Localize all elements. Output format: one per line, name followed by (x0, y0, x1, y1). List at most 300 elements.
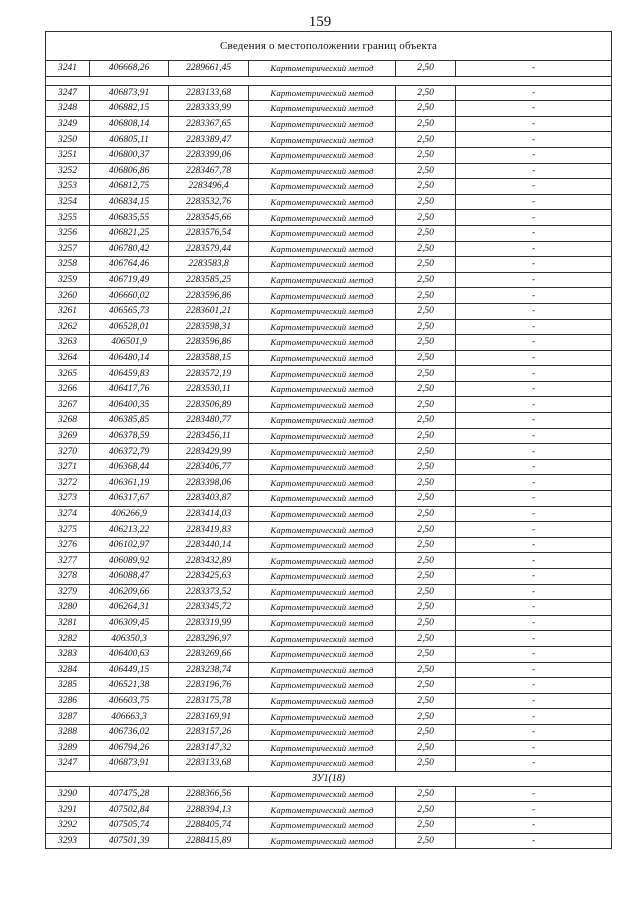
coord-y: 2283157,26 (169, 724, 249, 740)
description: - (456, 600, 612, 616)
coord-x: 406089,92 (90, 553, 169, 569)
coord-y: 2289661,45 (169, 61, 249, 77)
description: - (456, 319, 612, 335)
point-number: 3270 (46, 444, 90, 460)
method: Картометрический метод (249, 459, 396, 475)
coord-y: 2283196,76 (169, 678, 249, 694)
description: - (456, 459, 612, 475)
description: - (456, 163, 612, 179)
coord-y: 2283169,91 (169, 709, 249, 725)
method: Картометрический метод (249, 319, 396, 335)
precision: 2,50 (396, 101, 456, 117)
precision: 2,50 (396, 272, 456, 288)
method: Картометрический метод (249, 132, 396, 148)
description: - (456, 786, 612, 802)
precision: 2,50 (396, 444, 456, 460)
method: Картометрический метод (249, 350, 396, 366)
coord-y: 2283133,68 (169, 756, 249, 772)
coord-x: 406350,3 (90, 631, 169, 647)
description: - (456, 646, 612, 662)
coord-x: 406660,02 (90, 288, 169, 304)
method: Картометрический метод (249, 413, 396, 429)
coord-x: 406736,02 (90, 724, 169, 740)
table-row (46, 225, 612, 241)
point-number: 3289 (46, 740, 90, 756)
table-row (46, 506, 612, 522)
table-row (46, 147, 612, 163)
method: Картометрический метод (249, 553, 396, 569)
table-row (46, 522, 612, 538)
precision: 2,50 (396, 537, 456, 553)
method: Картометрический метод (249, 366, 396, 382)
description: - (456, 381, 612, 397)
precision: 2,50 (396, 506, 456, 522)
table-row (46, 724, 612, 740)
precision: 2,50 (396, 600, 456, 616)
method: Картометрический метод (249, 506, 396, 522)
precision: 2,50 (396, 288, 456, 304)
coord-x: 407502,84 (90, 802, 169, 818)
coord-x: 406521,38 (90, 678, 169, 694)
precision: 2,50 (396, 678, 456, 694)
table-row (46, 428, 612, 444)
precision: 2,50 (396, 584, 456, 600)
point-number: 3293 (46, 833, 90, 849)
table-row (46, 646, 612, 662)
method: Картометрический метод (249, 163, 396, 179)
method: Картометрический метод (249, 740, 396, 756)
coord-y: 2283406,77 (169, 459, 249, 475)
table-row (46, 241, 612, 257)
coord-x: 406213,22 (90, 522, 169, 538)
precision: 2,50 (396, 413, 456, 429)
point-number: 3252 (46, 163, 90, 179)
coord-y: 2283467,78 (169, 163, 249, 179)
coord-y: 2283456,11 (169, 428, 249, 444)
coord-y: 2283572,19 (169, 366, 249, 382)
point-number: 3286 (46, 693, 90, 709)
description: - (456, 101, 612, 117)
page-number: 159 (308, 14, 332, 30)
method: Картометрический метод (249, 756, 396, 772)
point-number: 3281 (46, 615, 90, 631)
coord-x: 406800,37 (90, 147, 169, 163)
coord-y: 2288415,89 (169, 833, 249, 849)
method: Картометрический метод (249, 241, 396, 257)
description: - (456, 615, 612, 631)
coord-y: 2283389,47 (169, 132, 249, 148)
point-number: 3292 (46, 817, 90, 833)
table-row (46, 381, 612, 397)
coord-y: 2283296,97 (169, 631, 249, 647)
method: Картометрический метод (249, 678, 396, 694)
point-number: 3291 (46, 802, 90, 818)
table-row (46, 756, 612, 772)
method: Картометрический метод (249, 724, 396, 740)
description: - (456, 132, 612, 148)
coord-y: 2283399,06 (169, 147, 249, 163)
coord-x: 406449,15 (90, 662, 169, 678)
precision: 2,50 (396, 522, 456, 538)
precision: 2,50 (396, 241, 456, 257)
coord-x: 406400,63 (90, 646, 169, 662)
description: - (456, 709, 612, 725)
coord-y: 2283480,77 (169, 413, 249, 429)
table-row (46, 740, 612, 756)
coord-y: 2283269,66 (169, 646, 249, 662)
coord-x: 406361,19 (90, 475, 169, 491)
method: Картометрический метод (249, 833, 396, 849)
description: - (456, 740, 612, 756)
description: - (456, 833, 612, 849)
precision: 2,50 (396, 303, 456, 319)
coord-y: 2283398,06 (169, 475, 249, 491)
description: - (456, 553, 612, 569)
table-row (46, 272, 612, 288)
description: - (456, 303, 612, 319)
description: - (456, 428, 612, 444)
table-row (46, 537, 612, 553)
coord-x: 407501,39 (90, 833, 169, 849)
coord-x: 406309,45 (90, 615, 169, 631)
point-number: 3251 (46, 147, 90, 163)
description: - (456, 522, 612, 538)
description: - (456, 506, 612, 522)
description: - (456, 693, 612, 709)
table-row (46, 600, 612, 616)
description: - (456, 350, 612, 366)
precision: 2,50 (396, 631, 456, 647)
spacer-row (46, 76, 612, 85)
table-row (46, 335, 612, 351)
coord-y: 2288405,74 (169, 817, 249, 833)
precision: 2,50 (396, 740, 456, 756)
coord-y: 2283506,89 (169, 397, 249, 413)
coord-x: 406805,11 (90, 132, 169, 148)
method: Картометрический метод (249, 61, 396, 77)
point-number: 3279 (46, 584, 90, 600)
coord-y: 2283532,76 (169, 194, 249, 210)
description: - (456, 444, 612, 460)
coord-x: 406417,76 (90, 381, 169, 397)
description: - (456, 194, 612, 210)
coord-x: 406266,9 (90, 506, 169, 522)
point-number: 3257 (46, 241, 90, 257)
precision: 2,50 (396, 397, 456, 413)
coord-y: 2283147,32 (169, 740, 249, 756)
table-row (46, 817, 612, 833)
coord-y: 2283496,4 (169, 179, 249, 195)
description: - (456, 631, 612, 647)
precision: 2,50 (396, 335, 456, 351)
coord-x: 406480,14 (90, 350, 169, 366)
point-number: 3278 (46, 569, 90, 585)
coord-x: 406565,73 (90, 303, 169, 319)
table-row (46, 833, 612, 849)
table-row (46, 662, 612, 678)
description: - (456, 817, 612, 833)
method: Картометрический метод (249, 817, 396, 833)
description: - (456, 756, 612, 772)
table-row (46, 631, 612, 647)
method: Картометрический метод (249, 335, 396, 351)
precision: 2,50 (396, 85, 456, 101)
table-row (46, 319, 612, 335)
description: - (456, 272, 612, 288)
coord-y: 2283175,78 (169, 693, 249, 709)
description: - (456, 584, 612, 600)
method: Картометрический метод (249, 522, 396, 538)
method: Картометрический метод (249, 662, 396, 678)
point-number: 3285 (46, 678, 90, 694)
coord-y: 2283545,66 (169, 210, 249, 226)
coord-x: 406264,31 (90, 600, 169, 616)
precision: 2,50 (396, 786, 456, 802)
method: Картометрический метод (249, 802, 396, 818)
precision: 2,50 (396, 646, 456, 662)
description: - (456, 257, 612, 273)
coord-x: 406528,01 (90, 319, 169, 335)
point-number: 3241 (46, 61, 90, 77)
coord-y: 2283319,99 (169, 615, 249, 631)
precision: 2,50 (396, 756, 456, 772)
coord-x: 407475,28 (90, 786, 169, 802)
table-row (46, 288, 612, 304)
description: - (456, 225, 612, 241)
coord-x: 406400,35 (90, 397, 169, 413)
coord-y: 2283414,03 (169, 506, 249, 522)
coord-x: 406808,14 (90, 116, 169, 132)
method: Картометрический метод (249, 303, 396, 319)
description: - (456, 147, 612, 163)
coord-y: 2283432,89 (169, 553, 249, 569)
precision: 2,50 (396, 802, 456, 818)
point-number: 3254 (46, 194, 90, 210)
coord-x: 406794,26 (90, 740, 169, 756)
coord-y: 2283596,86 (169, 335, 249, 351)
table-row (46, 366, 612, 382)
description: - (456, 569, 612, 585)
coord-x: 406663,3 (90, 709, 169, 725)
point-number: 3283 (46, 646, 90, 662)
point-number: 3282 (46, 631, 90, 647)
table-row (46, 116, 612, 132)
coord-y: 2288366,56 (169, 786, 249, 802)
method: Картометрический метод (249, 210, 396, 226)
section-row (46, 771, 612, 786)
point-number: 3262 (46, 319, 90, 335)
point-number: 3280 (46, 600, 90, 616)
point-number: 3274 (46, 506, 90, 522)
method: Картометрический метод (249, 475, 396, 491)
coord-y: 2283367,65 (169, 116, 249, 132)
table-row (46, 413, 612, 429)
point-number: 3290 (46, 786, 90, 802)
description: - (456, 288, 612, 304)
precision: 2,50 (396, 615, 456, 631)
point-number: 3250 (46, 132, 90, 148)
coord-y: 2283576,54 (169, 225, 249, 241)
precision: 2,50 (396, 491, 456, 507)
section-label: ЗУ1(18) (46, 771, 612, 786)
description: - (456, 802, 612, 818)
precision: 2,50 (396, 428, 456, 444)
table-row (46, 444, 612, 460)
coord-y: 2283530,11 (169, 381, 249, 397)
precision: 2,50 (396, 709, 456, 725)
coord-y: 2283345,72 (169, 600, 249, 616)
coord-x: 407505,74 (90, 817, 169, 833)
description: - (456, 678, 612, 694)
point-number: 3255 (46, 210, 90, 226)
point-number: 3256 (46, 225, 90, 241)
boundary-table (45, 31, 612, 849)
coord-y: 2283596,86 (169, 288, 249, 304)
point-number: 3259 (46, 272, 90, 288)
point-number: 3267 (46, 397, 90, 413)
precision: 2,50 (396, 475, 456, 491)
table-row (46, 132, 612, 148)
spacer-cell (46, 76, 612, 85)
table-row (46, 303, 612, 319)
table-row (46, 553, 612, 569)
precision: 2,50 (396, 210, 456, 226)
description: - (456, 366, 612, 382)
coord-y: 2283585,25 (169, 272, 249, 288)
coord-x: 406780,42 (90, 241, 169, 257)
description: - (456, 85, 612, 101)
point-number: 3266 (46, 381, 90, 397)
precision: 2,50 (396, 569, 456, 585)
table-row (46, 179, 612, 195)
method: Картометрический метод (249, 397, 396, 413)
table-row (46, 693, 612, 709)
precision: 2,50 (396, 61, 456, 77)
coord-x: 406821,25 (90, 225, 169, 241)
coord-y: 2283419,83 (169, 522, 249, 538)
coord-x: 406372,79 (90, 444, 169, 460)
coord-y: 2283588,15 (169, 350, 249, 366)
point-number: 3273 (46, 491, 90, 507)
coord-x: 406882,15 (90, 101, 169, 117)
precision: 2,50 (396, 132, 456, 148)
table-row (46, 397, 612, 413)
description: - (456, 116, 612, 132)
point-number: 3275 (46, 522, 90, 538)
point-number: 3263 (46, 335, 90, 351)
precision: 2,50 (396, 693, 456, 709)
point-number: 3249 (46, 116, 90, 132)
table-row (46, 678, 612, 694)
precision: 2,50 (396, 163, 456, 179)
precision: 2,50 (396, 319, 456, 335)
point-number: 3287 (46, 709, 90, 725)
coord-x: 406368,44 (90, 459, 169, 475)
coord-x: 406873,91 (90, 85, 169, 101)
coord-x: 406385,85 (90, 413, 169, 429)
description: - (456, 537, 612, 553)
method: Картометрический метод (249, 786, 396, 802)
point-number: 3268 (46, 413, 90, 429)
method: Картометрический метод (249, 693, 396, 709)
point-number: 3272 (46, 475, 90, 491)
table-row (46, 350, 612, 366)
method: Картометрический метод (249, 491, 396, 507)
point-number: 3253 (46, 179, 90, 195)
coord-y: 2288394,13 (169, 802, 249, 818)
coord-x: 406812,75 (90, 179, 169, 195)
method: Картометрический метод (249, 225, 396, 241)
precision: 2,50 (396, 350, 456, 366)
point-number: 3248 (46, 101, 90, 117)
table-row (46, 709, 612, 725)
method: Картометрический метод (249, 179, 396, 195)
precision: 2,50 (396, 553, 456, 569)
precision: 2,50 (396, 257, 456, 273)
table-row (46, 584, 612, 600)
precision: 2,50 (396, 833, 456, 849)
point-number: 3247 (46, 85, 90, 101)
coord-x: 406764,46 (90, 257, 169, 273)
precision: 2,50 (396, 225, 456, 241)
description: - (456, 210, 612, 226)
coord-y: 2283373,52 (169, 584, 249, 600)
precision: 2,50 (396, 116, 456, 132)
description: - (456, 397, 612, 413)
point-number: 3269 (46, 428, 90, 444)
coord-y: 2283583,8 (169, 257, 249, 273)
table-row (46, 257, 612, 273)
coord-x: 406501,9 (90, 335, 169, 351)
table-row (46, 786, 612, 802)
point-number: 3247 (46, 756, 90, 772)
point-number: 3258 (46, 257, 90, 273)
table-row (46, 194, 612, 210)
table-row (46, 459, 612, 475)
point-number: 3271 (46, 459, 90, 475)
description: - (456, 491, 612, 507)
method: Картометрический метод (249, 194, 396, 210)
coord-x: 406102,97 (90, 537, 169, 553)
point-number: 3276 (46, 537, 90, 553)
method: Картометрический метод (249, 646, 396, 662)
coord-x: 406834,15 (90, 194, 169, 210)
description: - (456, 179, 612, 195)
method: Картометрический метод (249, 381, 396, 397)
coord-y: 2283333,99 (169, 101, 249, 117)
method: Картометрический метод (249, 569, 396, 585)
coord-x: 406088,47 (90, 569, 169, 585)
method: Картометрический метод (249, 85, 396, 101)
point-number: 3261 (46, 303, 90, 319)
table-row (46, 475, 612, 491)
precision: 2,50 (396, 459, 456, 475)
point-number: 3260 (46, 288, 90, 304)
method: Картометрический метод (249, 288, 396, 304)
precision: 2,50 (396, 817, 456, 833)
point-number: 3265 (46, 366, 90, 382)
description: - (456, 61, 612, 77)
point-number: 3288 (46, 724, 90, 740)
coord-y: 2283429,99 (169, 444, 249, 460)
coord-x: 406317,67 (90, 491, 169, 507)
coord-x: 406668,26 (90, 61, 169, 77)
coord-y: 2283601,21 (169, 303, 249, 319)
precision: 2,50 (396, 147, 456, 163)
method: Картометрический метод (249, 101, 396, 117)
coord-x: 406806,86 (90, 163, 169, 179)
table-row (46, 569, 612, 585)
